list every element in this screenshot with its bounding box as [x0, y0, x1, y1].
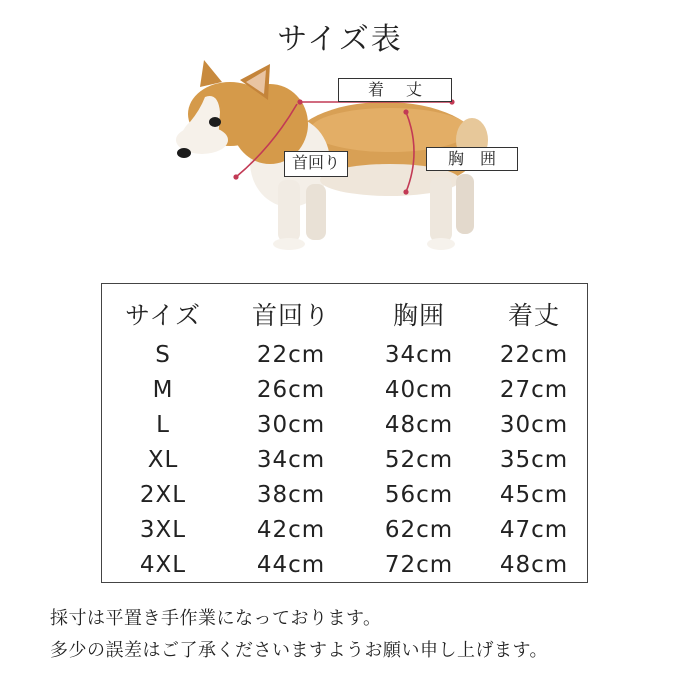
table-row — [102, 548, 587, 583]
size-table — [101, 283, 588, 583]
neck-cell: 22cm — [256, 342, 326, 368]
size-cell: 2XL — [139, 482, 187, 508]
neck-cell: 42cm — [256, 517, 326, 543]
length-cell: 30cm — [499, 412, 569, 438]
size-cell: 4XL — [139, 552, 187, 578]
table-row — [102, 338, 587, 373]
length-cell: 22cm — [499, 342, 569, 368]
length-label: 着丈 — [338, 78, 452, 102]
header-length: 着丈 — [507, 301, 560, 330]
length-cell: 27cm — [499, 377, 569, 403]
dog-front-leg — [278, 180, 300, 242]
header-neck: 首回り — [251, 301, 330, 330]
table-row — [102, 408, 587, 443]
length-cell: 45cm — [499, 482, 569, 508]
header-chest: 胸囲 — [392, 301, 445, 330]
size-cell: XL — [147, 447, 179, 473]
dog-measurement-diagram — [160, 52, 540, 262]
dog-nose — [177, 148, 191, 158]
length-cell: 47cm — [499, 517, 569, 543]
table-row — [102, 478, 587, 513]
size-cell: L — [156, 412, 170, 438]
table-header — [102, 298, 587, 333]
neck-cell: 38cm — [256, 482, 326, 508]
page-title: サイズ表 — [277, 22, 403, 57]
table-row — [102, 443, 587, 478]
note-line-1: 採寸は平置き手作業になっております。 — [50, 608, 382, 629]
chest-cell: 48cm — [384, 412, 454, 438]
size-cell: S — [155, 342, 171, 368]
chest-cell: 56cm — [384, 482, 454, 508]
length-cell: 35cm — [499, 447, 569, 473]
chest-cell: 72cm — [384, 552, 454, 578]
neck-label: 首回り — [284, 151, 348, 177]
dog-back-leg — [430, 177, 452, 242]
chest-cell: 62cm — [384, 517, 454, 543]
neck-cell: 30cm — [256, 412, 326, 438]
table-row — [102, 373, 587, 408]
chest-cell: 40cm — [384, 377, 454, 403]
size-cell: M — [152, 377, 174, 403]
size-cell: 3XL — [139, 517, 187, 543]
chest-label: 胸囲 — [426, 147, 518, 171]
dog-eye — [209, 117, 221, 127]
chest-cell: 34cm — [384, 342, 454, 368]
neck-cell: 34cm — [256, 447, 326, 473]
neck-cell: 44cm — [256, 552, 326, 578]
note-line-2: 多少の誤差はご了承くださいますようお願い申し上げます。 — [50, 640, 549, 661]
header-size: サイズ — [124, 301, 201, 330]
table-row — [102, 513, 587, 548]
neck-cell: 26cm — [256, 377, 326, 403]
length-cell: 48cm — [499, 552, 569, 578]
dog-ear-left — [200, 60, 222, 87]
chest-cell: 52cm — [384, 447, 454, 473]
